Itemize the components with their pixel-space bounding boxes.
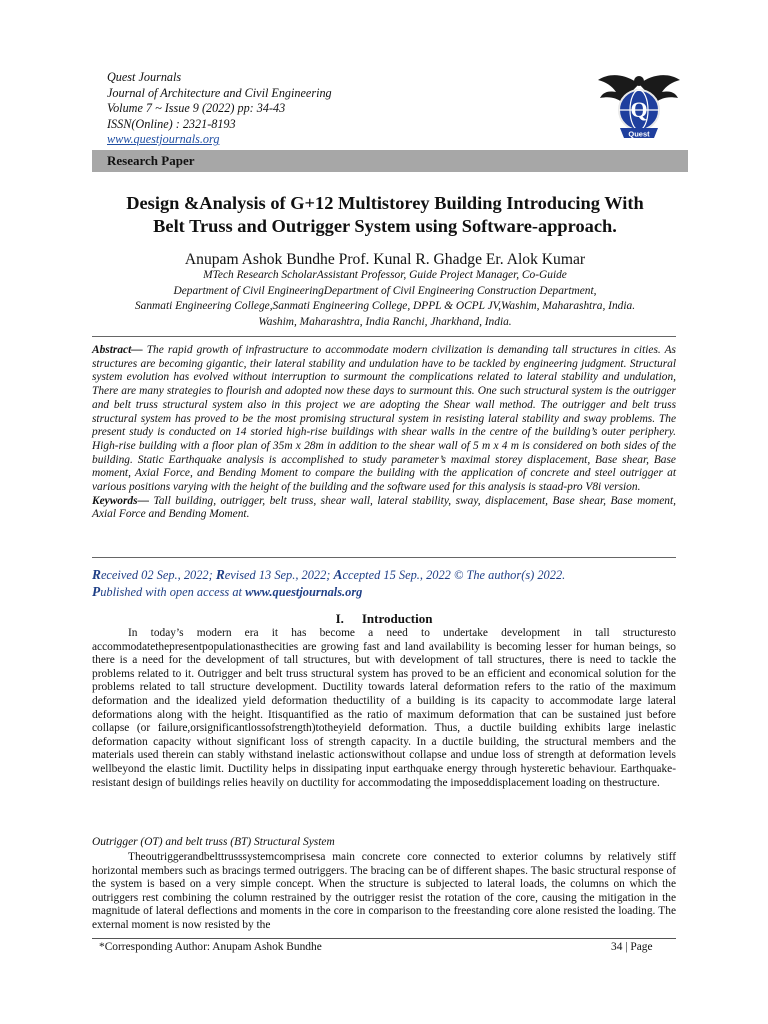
publisher-name: Quest Journals [107,70,182,84]
journal-website-link[interactable]: www.questjournals.org [107,132,220,147]
affiliations [80,268,690,330]
volume-info: Volume 7 ~ Issue 9 (2022) pp: 34-43 [107,101,286,116]
journal-header [107,70,332,148]
subsection-heading: Outrigger (OT) and belt truss (BT) Structural System [92,836,335,848]
logo-text: Quest [628,129,650,139]
publication-history [92,567,692,600]
accepted-date: ccepted 15 Sep., 2022 © The author(s) 2022. [342,568,566,582]
accepted-initial: A [333,567,343,582]
title-line-1: Design &Analysis of G+12 Multistorey Building Introducing With [126,193,644,213]
outrigger-paragraph [92,851,676,933]
affiliation-line: MTech Research ScholarAssistant Professor, Guide Project Manager, Co-Guide [203,269,567,281]
keywords-label: Keywords— [92,494,149,507]
published-initial: P [92,583,101,599]
affiliation-line: Sanmati Engineering College,Sanmati Engineering College, DPPL & OCPL JV,Washim, Maharashtra, India. [134,300,636,313]
logo-letter: Q [630,97,648,122]
paper-title [80,192,690,237]
keywords-text: Tall building, outrigger, belt truss, shear wall, lateral stability, sway, displacement, Base shear, Base moment, Axial Force and Bending Moment. [92,494,676,521]
journal-name: Journal of Architecture and Civil Engineering [107,85,332,100]
intro-paragraph [92,627,676,790]
received-date: eceived 02 Sep., 2022; [100,568,216,582]
title-line-2: Belt Truss and Outrigger System using Software-approach. [153,215,617,236]
section-title: Introduction [361,611,433,626]
abstract-top-rule [92,336,676,337]
issn: ISSN(Online) : 2321-8193 [107,116,236,131]
corresponding-author: *Corresponding Author: Anupam Ashok Bundhe [99,941,322,953]
affiliation-line: Department of Civil EngineeringDepartment of Civil Engineering Construction Department, [173,284,597,297]
paper-type-band [92,150,688,172]
section-heading [92,611,676,627]
outrigger-text: Theoutriggerandbelttrusssystemcomprisesa main concrete core connected to exterior columns by relatively stiff horizontal members such as bracings termed outriggers. The bracing can be of different shapes. The basic structural response of the system is based on a very simple concept. When the structure is subjected to lateral loads, the columns on which the outriggers rest combining the column restrained by the outrigger resist the rotation of the core, causing the mitigation in the magnitude of lateral deflections and moments in the core in comparison to the freestanding core alone resisted the loading. The external moment is now resisted by the [92,851,676,931]
received-initial: R [92,567,101,582]
quest-logo [596,70,682,142]
abstract-label: Abstract— [92,344,143,356]
paper-type-label: Research Paper [107,153,195,168]
published-text: ublished with open access at [100,584,246,599]
revised-initial: R [215,567,225,582]
section-number: I. [335,611,344,626]
affiliation-line: Washim, Maharashtra, India Ranchi, Jharkhand, India. [258,315,512,328]
footer-rule [92,938,676,939]
author-list: Anupam Ashok Bundhe Prof. Kunal R. Ghadge Er. Alok Kumar [184,251,586,268]
published-website-link[interactable]: www.questjournals.org [245,584,363,599]
page-number: 34 | Page [611,941,653,953]
intro-text: In today’s modern era it has become a need to undertake development in tall structuresto accommodatethepresentpopulationasthecities are growing fast and land availability is becoming lesser for human beings, so there is a need for the development of tall structures, but with development of tall structures, there is need to tackle the problems related to it. Outrigger and belt truss structural system has proved to be an efficient and economical solution for the problems related to tall structure development. Ductility towards lateral deformation refers to the ratio of the maximum deformation and the idealized yield deformation theductility of a building is its capacity to accommodate large lateral deformations along with the height. Itisquantified as the ratio of maximum deformation that can be sustained just before collapse (or failure,orsignificantlossofstrength)totheyield deformation. Thus, a ductile building exhibits large inelastic deformation capacity without significant loss of strength capacity. In a ductile building, the structural members and the materials used therein can stably withstand inelastic actionswithout collapse and undue loss of strength at deformation levels wellbeyond the elastic limit. Ductility helps in dissipating input earthquake energy through hysteretic behaviour. Earthquake-resistant design of buildings relies heavily on ductility for accommodating the imposeddisplacement loading on thestructure. [92,627,676,789]
revised-date: evised 13 Sep., 2022; [224,568,334,582]
abstract-block [92,344,676,522]
abstract-text: The rapid growth of infrastructure to accommodate modern civilization is demanding tall structures in cities. As structures are becoming gigantic, their lateral stability and undulation have to be tackled by engineering judgment. Structural system evolution has evolved without interruption to surmount the complications related to lateral stability and undulation, There are many strategies to flourish and adopted now these days to surmount this. One such structural system is the outrigger and belt truss structural system also in this project we are adopting the Shear wall method. The outrigger and belt truss structural system has proved to be the most promising structural system in resisting lateral stability and sway problems. The present study is conducted on 14 storied high-rise buildings with shear walls in the centre of the building’s outer periphery. High-rise building with a floor plan of 35m x 28m in addition to the shear wall of 5 m x 4 m is considered on both sides of the building. Static Earthquake analysis is accomplished to study parameter’s maximal storey displacement, Base shear, Base moment, Axial Force, and Bending Moment to compare the building with the application of concrete and steel outrigger at various positions varying with the height of the building and the software used for this analysis is staad-pro V8i version. [92,344,676,494]
abstract-bottom-rule [92,557,676,558]
